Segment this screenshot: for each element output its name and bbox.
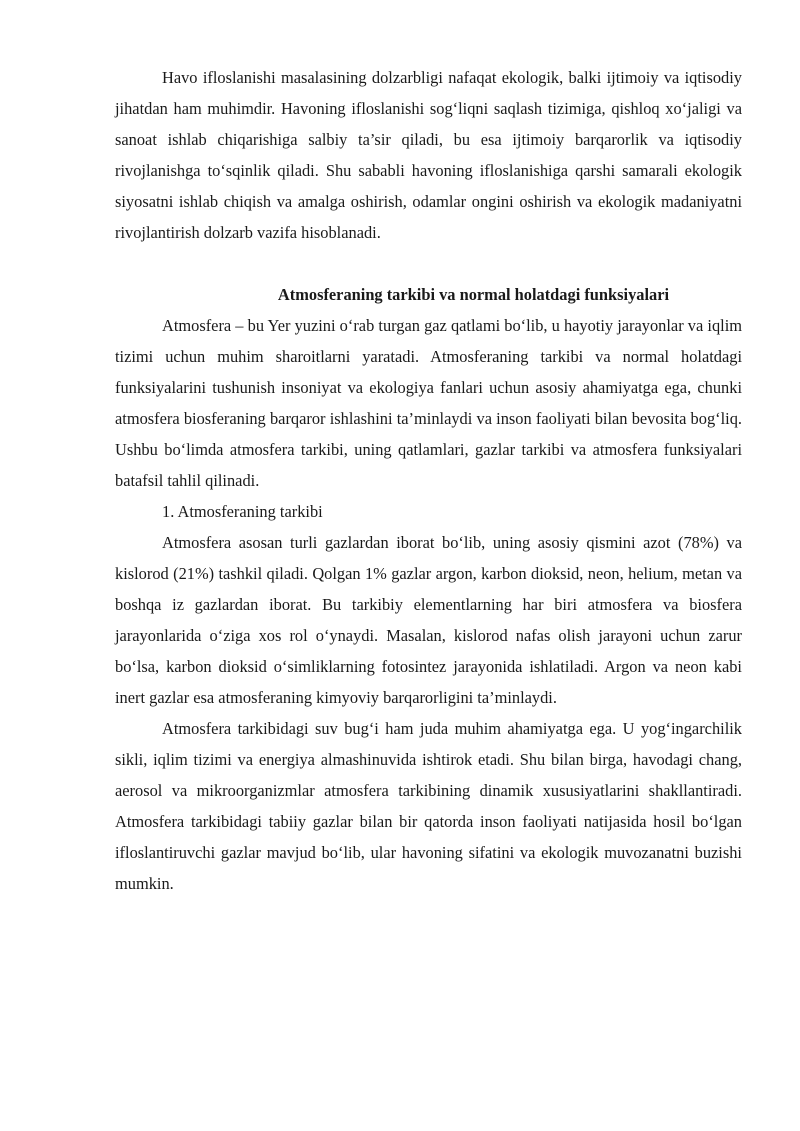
composition-paragraph: Atmosfera asosan turli gazlardan iborat bo‘lib, uning asosiy qismini azot (78%) va kislorod (21%) tashkil qiladi. Qolgan 1% gazlar argon, karbon dioksid, neon, helium, metan va boshqa iz gazlardan iborat. Bu tarkibiy elementlarning har biri atmosfera va biosfera jarayonlarida o‘ziga xos rol o‘ynaydi. Masalan, kislorod nafas olish jarayoni uchun zarur bo‘lsa, karbon dioksid o‘simliklarning fotosintez jarayonida ishlatiladi. Argon va neon kabi inert gazlar esa atmosferaning kimyoviy barqarorligini ta’minlaydi. [115, 533, 742, 707]
spacer [115, 248, 742, 279]
section-heading: Atmosferaning tarkibi va normal holatdagi funksiyalari [277, 285, 670, 304]
water-vapor-paragraph: Atmosfera tarkibidagi suv bug‘i ham juda muhim ahamiyatga ega. U yog‘ingarchilik sikli, iqlim tizimi va energiya almashinuvida ishtirok etadi. Shu bilan birga, havodagi chang, aerosol va mikroorganizmlar atmosfera tarkibining dinamik xususiyatlarini shakllantiradi. Atmosfera tarkibidagi tabiiy gazlar bilan bir qatorda inson faoliyati natijasida hosil bo‘lgan ifloslantiruvchi gazlar mavjud bo‘lib, ular havoning sifatini va ekologik muvozanatni buzishi mumkin. [115, 719, 742, 893]
atmosphere-paragraph: Atmosfera – bu Yer yuzini o‘rab turgan gaz qatlami bo‘lib, u hayotiy jarayonlar va iqlim tizimi uchun muhim sharoitlarni yaratadi. Atmosferaning tarkibi va normal holatdagi funksiyalarini tushunish insoniyat va ekologiya fanlari uchun asosiy ahamiyatga ega, chunki atmosfera biosferaning barqaror ishlashini ta’minlaydi va inson faoliyati bilan bevosita bog‘liq. Ushbu bo‘limda atmosfera tarkibi, uning qatlamlari, gazlar tarkibi va atmosfera funksiyalari batafsil tahlil qilinadi. [115, 316, 742, 490]
document-page [115, 62, 742, 899]
intro-paragraph: Havo ifloslanishi masalasining dolzarbligi nafaqat ekologik, balki ijtimoiy va iqtisodiy jihatdan ham muhimdir. Havoning ifloslanishi sog‘liqni saqlash tizimiga, qishloq xo‘jaligi va sanoat ishlab chiqarishiga salbiy ta’sir qiladi, bu esa ijtimoiy barqarorlik va iqtisodiy rivojlanishga to‘sqinlik qiladi. Shu sababli havoning ifloslanishiga qarshi samarali ekologik siyosatni ishlab chiqish va amalga oshirish, odamlar ongini oshirish va ekologik madaniyatni rivojlantirish dolzarb vazifa hisoblanadi. [115, 68, 742, 242]
subsection-title: 1. Atmosferaning tarkibi [162, 502, 323, 521]
